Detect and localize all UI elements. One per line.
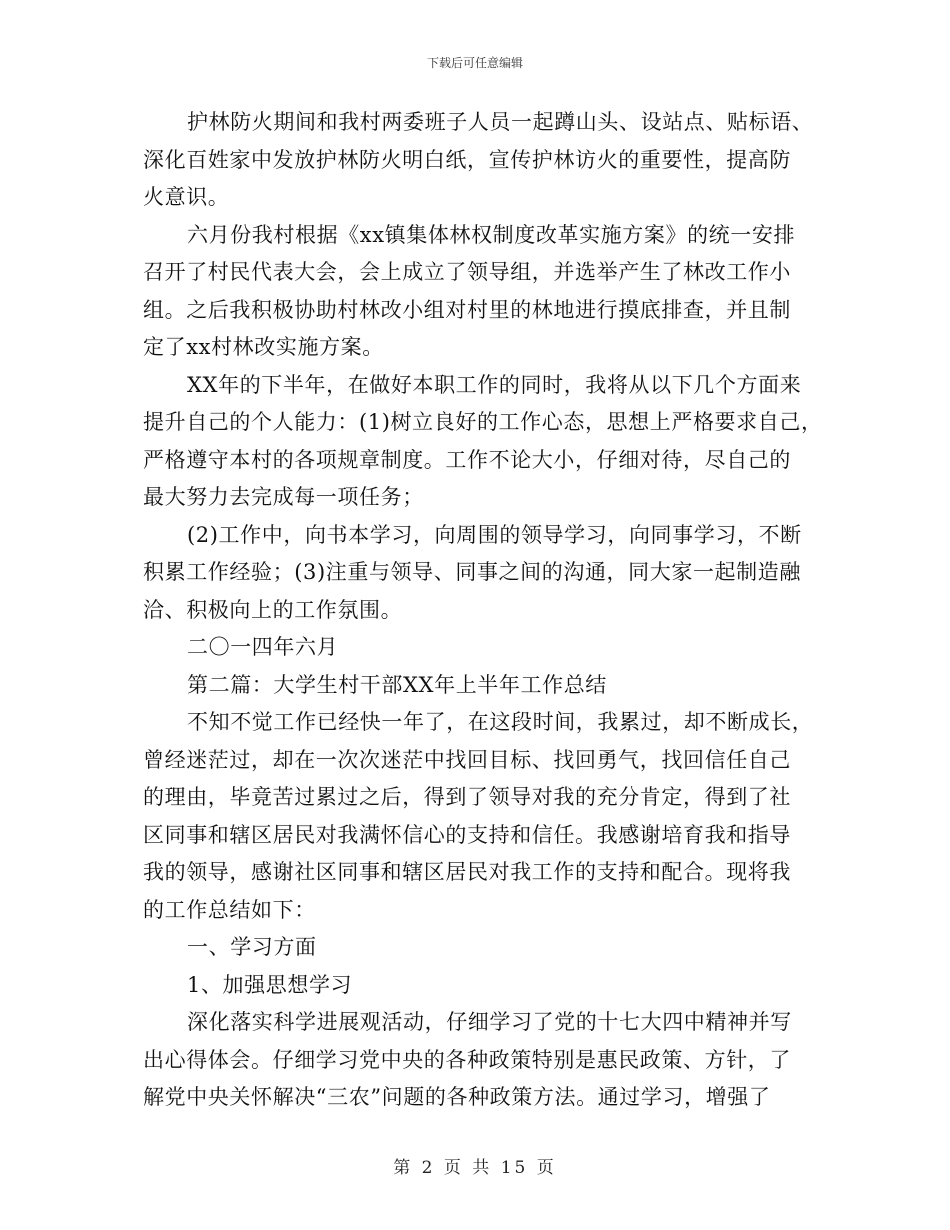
text-line: 火意识。 xyxy=(143,185,230,209)
text-line: 区同事和辖区居民对我满怀信心的支持和信任。我感谢培育我和指导 xyxy=(143,822,791,847)
text-line: (2)工作中，向书本学习，向周围的领导学习，向同事学习，不断 xyxy=(187,522,802,547)
text-line: 积累工作经验；(3)注重与领导、同事之间的沟通，同大家一起制造融 xyxy=(143,560,801,584)
text-line: 深化落实科学进展观活动，仔细学习了党的十七大四中精神并写 xyxy=(187,1010,792,1034)
text-line: 组。之后我积极协助村林改小组对村里的林地进行摸底排查，并且制 xyxy=(143,297,791,322)
page-number: 第 2 页 共 15 页 xyxy=(393,1158,557,1178)
text-line: 护林防火期间和我村两委班子人员一起蹲山头、设站点、贴标语、 xyxy=(187,110,814,134)
text-line: 我的领导，感谢社区同事和辖区居民对我工作的支持和配合。现将我 xyxy=(143,860,791,884)
text-line: 提升自己的个人能力：(1)树立良好的工作心态，思想上严格要求自己， xyxy=(143,410,823,434)
text-line: 深化百姓家中发放护林防火明白纸，宣传护林访火的重要性，提高防 xyxy=(143,147,791,172)
text-line: 洽、积极向上的工作氛围。 xyxy=(143,597,403,622)
text-line: XX年的下半年，在做好本职工作的同时，我将从以下几个方面来 xyxy=(187,372,802,397)
text-line: 召开了村民代表大会，会上成立了领导组，并选举产生了林改工作小 xyxy=(143,260,791,284)
date-line: 二〇一四年六月 xyxy=(187,635,339,659)
subheading: 一、学习方面 xyxy=(187,935,317,959)
text-line: 出心得体会。仔细学习党中央的各种政策特别是惠民政策、方针，了 xyxy=(143,1047,791,1072)
text-line: 严格遵守本村的各项规章制度。工作不论大小，仔细对待，尽自己的 xyxy=(143,447,791,472)
text-line: 定了xx村林改实施方案。 xyxy=(143,335,384,359)
text-line: 的工作总结如下： xyxy=(143,897,316,922)
section-title: 第二篇：大学生村干部XX年上半年工作总结 xyxy=(187,672,607,697)
text-line: 六月份我村根据《xx镇集体林权制度改革实施方案》的统一安排 xyxy=(187,222,796,247)
subheading: 1、加强思想学习 xyxy=(187,972,353,997)
text-line: 不知不觉工作已经快一年了，在这段时间，我累过，却不断成长， xyxy=(187,710,814,734)
text-line: 最大努力去完成每一项任务； xyxy=(143,485,424,509)
text-line: 曾经迷茫过，却在一次次迷茫中找回目标、找回勇气，找回信任自己 xyxy=(143,747,791,772)
header-note: 下载后可任意编辑 xyxy=(426,56,523,70)
text-line: 的理由，毕竟苦过累过之后，得到了领导对我的充分肯定，得到了社 xyxy=(143,785,791,809)
document-body xyxy=(143,104,823,1117)
text-line: 解党中央关怀解决“三农”问题的各种政策方法。通过学习，增强了 xyxy=(143,1085,771,1109)
